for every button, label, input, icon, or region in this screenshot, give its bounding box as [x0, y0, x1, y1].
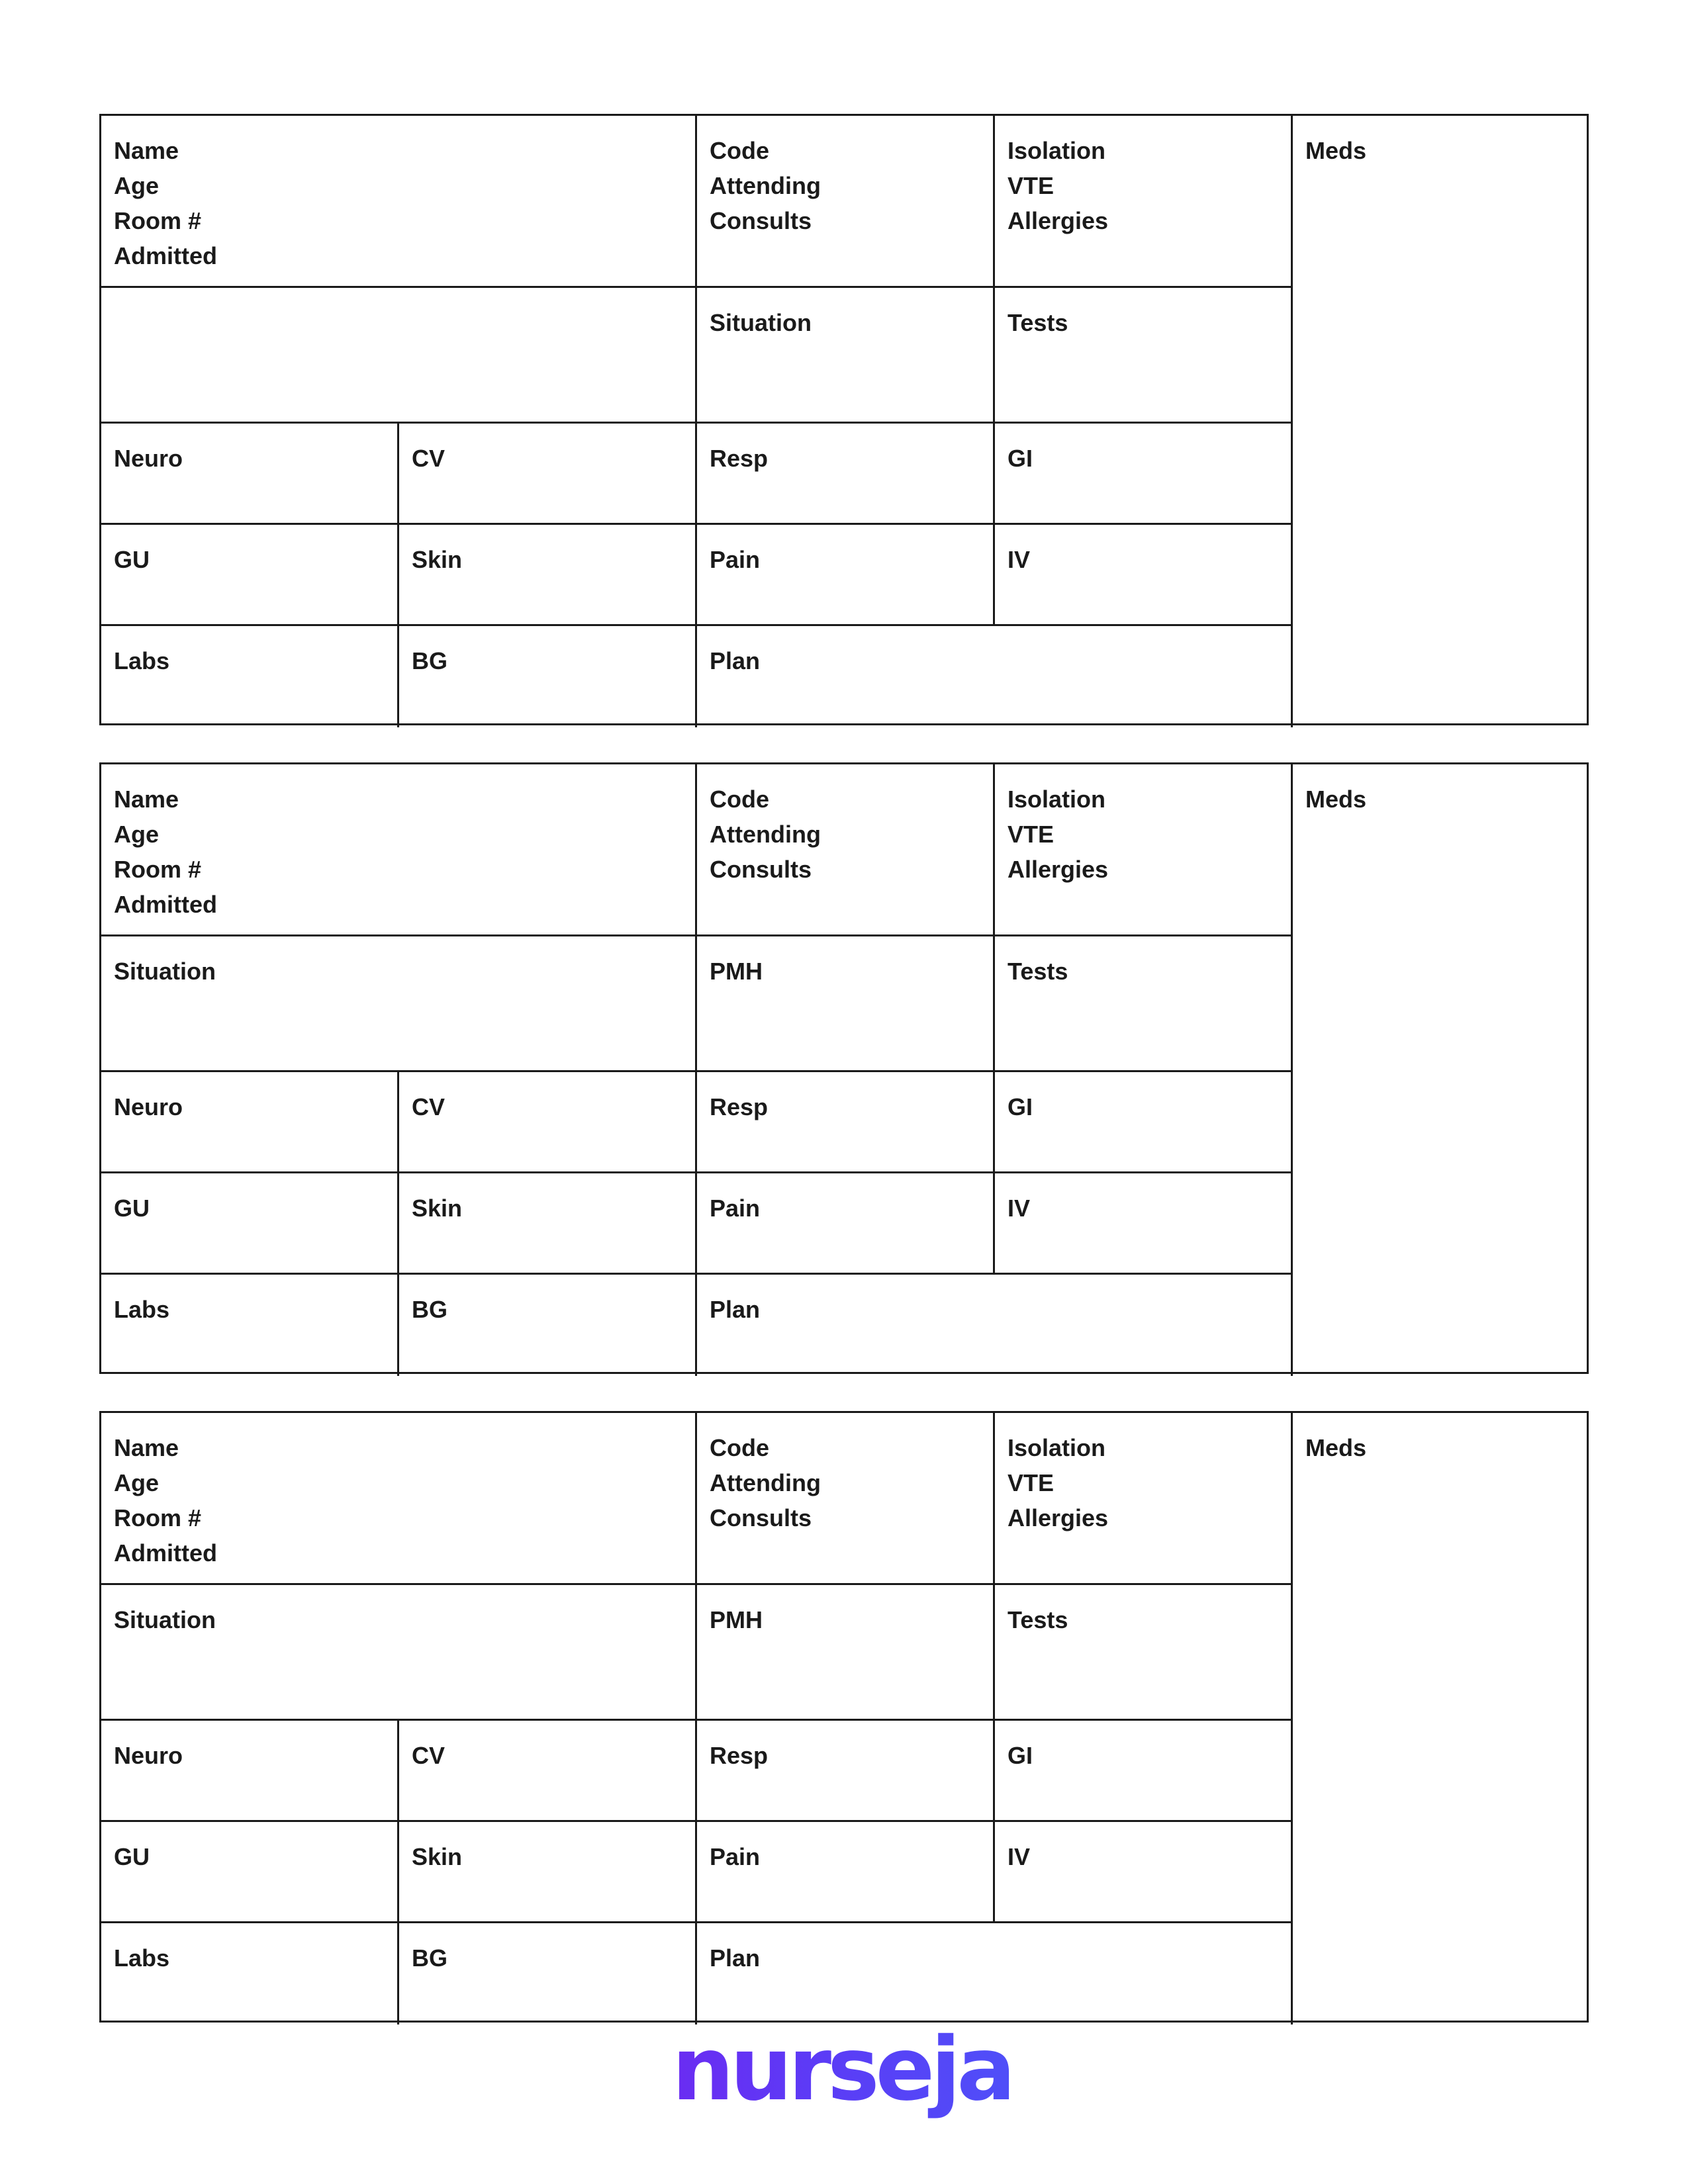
row4-cell — [697, 1822, 995, 1923]
field-label: CV — [412, 1093, 445, 1120]
field-label: Situation — [114, 1606, 216, 1633]
grid-line-vertical — [695, 1413, 697, 2025]
grid-line-vertical — [993, 116, 995, 626]
labs-cell — [101, 626, 399, 727]
field-label: Labs — [114, 1296, 170, 1323]
field-label: Meds — [1305, 786, 1367, 813]
grid-line-vertical — [695, 764, 697, 1376]
row3-cell — [101, 424, 399, 525]
labs-cell — [101, 1275, 399, 1376]
field-label: Admitted — [114, 891, 217, 918]
field-label: Isolation — [1008, 137, 1106, 164]
field-label: IV — [1008, 546, 1031, 573]
row4-cell — [101, 525, 399, 626]
field-label: Situation — [710, 309, 812, 336]
field-label: Tests — [1008, 309, 1068, 336]
field-label: Consults — [710, 856, 812, 883]
row3-cell — [399, 1072, 697, 1173]
row3-cell — [995, 1721, 1293, 1822]
field-label: Plan — [710, 1944, 761, 1972]
row3-cell — [995, 424, 1293, 525]
field-label: IV — [1008, 1195, 1031, 1222]
field-label: Resp — [710, 1093, 769, 1120]
code-info-cell — [697, 764, 995, 936]
field-label: Code — [710, 137, 769, 164]
field-label: VTE — [1008, 172, 1055, 199]
field-label: BG — [412, 647, 447, 674]
row2-cell-right — [995, 936, 1293, 1072]
field-label: Attending — [710, 821, 821, 848]
row3-cell — [697, 424, 995, 525]
field-label: Pain — [710, 1195, 761, 1222]
grid-line-vertical — [397, 1721, 399, 2025]
row4-cell — [399, 1822, 697, 1923]
field-label: CV — [412, 445, 445, 472]
field-label: Age — [114, 1469, 160, 1496]
field-label: Pain — [710, 546, 761, 573]
field-label: Pain — [710, 1843, 761, 1870]
field-label: BG — [412, 1944, 447, 1972]
field-label: PMH — [710, 958, 763, 985]
field-label: Neuro — [114, 1742, 183, 1769]
field-label: PMH — [710, 1606, 763, 1633]
row4-cell — [399, 1173, 697, 1275]
field-label: VTE — [1008, 1469, 1055, 1496]
row2-cell-wide — [101, 936, 697, 1072]
field-label: Plan — [710, 1296, 761, 1323]
grid-line-horizontal — [101, 1070, 1293, 1072]
code-info-cell — [697, 1413, 995, 1585]
row4-cell — [101, 1822, 399, 1923]
field-label: Age — [114, 821, 160, 848]
grid-line-horizontal — [101, 624, 1293, 626]
row2-cell-mid — [697, 288, 995, 424]
field-label: GU — [114, 1195, 150, 1222]
row4-cell — [995, 1822, 1293, 1923]
grid-line-horizontal — [101, 1719, 1293, 1721]
field-label: Admitted — [114, 242, 217, 269]
field-label: Neuro — [114, 445, 183, 472]
row3-cell — [399, 1721, 697, 1822]
field-label: Plan — [710, 647, 761, 674]
field-label: Age — [114, 172, 160, 199]
field-label: Name — [114, 1434, 179, 1461]
field-label: Neuro — [114, 1093, 183, 1120]
field-label: Skin — [412, 1843, 463, 1870]
nursejanx-logo: nursejanx — [672, 2019, 1123, 2120]
row4-cell — [995, 1173, 1293, 1275]
row2-cell-right — [995, 1585, 1293, 1721]
plan-cell — [697, 1923, 1293, 2025]
field-label: Name — [114, 137, 179, 164]
field-label: Meds — [1305, 1434, 1367, 1461]
row3-cell — [995, 1072, 1293, 1173]
field-label: Skin — [412, 546, 463, 573]
grid-line-vertical — [993, 764, 995, 1275]
grid-line-vertical — [1291, 764, 1293, 1376]
field-label: Room # — [114, 207, 202, 234]
meds-cell — [1293, 116, 1591, 727]
row4-cell — [995, 525, 1293, 626]
field-label: Room # — [114, 1504, 202, 1531]
field-label: Name — [114, 786, 179, 813]
field-label: Code — [710, 786, 769, 813]
meds-cell — [1293, 764, 1591, 1376]
field-label: VTE — [1008, 821, 1055, 848]
field-label: GU — [114, 546, 150, 573]
grid-line-horizontal — [101, 934, 1293, 936]
field-label: Isolation — [1008, 786, 1106, 813]
field-label: GI — [1008, 445, 1033, 472]
patient-info-cell — [101, 116, 697, 288]
bg-cell — [399, 1923, 697, 2025]
row3-cell — [697, 1072, 995, 1173]
code-info-cell — [697, 116, 995, 288]
field-label: BG — [412, 1296, 447, 1323]
row3-cell — [697, 1721, 995, 1822]
row3-cell — [101, 1721, 399, 1822]
grid-line-vertical — [993, 1413, 995, 1923]
patient-info-cell — [101, 764, 697, 936]
row3-cell — [101, 1072, 399, 1173]
grid-line-horizontal — [101, 1273, 1293, 1275]
field-label: Skin — [412, 1195, 463, 1222]
field-label: Allergies — [1008, 856, 1109, 883]
grid-line-vertical — [1291, 1413, 1293, 2025]
grid-line-horizontal — [101, 286, 1293, 288]
grid-line-vertical — [397, 1072, 399, 1376]
isolation-info-cell — [995, 116, 1293, 288]
grid-line-horizontal — [101, 1921, 1293, 1923]
grid-line-horizontal — [101, 1820, 1293, 1822]
field-label: Room # — [114, 856, 202, 883]
field-label: Consults — [710, 1504, 812, 1531]
patient-report-sheet — [99, 762, 1589, 1374]
field-label: Resp — [710, 445, 769, 472]
grid-line-horizontal — [101, 1171, 1293, 1173]
row4-cell — [697, 1173, 995, 1275]
field-label: Consults — [710, 207, 812, 234]
field-label: Allergies — [1008, 1504, 1109, 1531]
grid-line-horizontal — [101, 1583, 1293, 1585]
field-label: GI — [1008, 1742, 1033, 1769]
bg-cell — [399, 1275, 697, 1376]
field-label: GI — [1008, 1093, 1033, 1120]
field-label: Admitted — [114, 1539, 217, 1567]
field-label: Allergies — [1008, 207, 1109, 234]
isolation-info-cell — [995, 764, 1293, 936]
row2-cell-wide — [101, 1585, 697, 1721]
row2-cell-mid — [697, 1585, 995, 1721]
grid-line-vertical — [1291, 116, 1293, 727]
field-label: Tests — [1008, 958, 1068, 985]
field-label: Labs — [114, 1944, 170, 1972]
grid-line-horizontal — [101, 523, 1293, 525]
field-label: Resp — [710, 1742, 769, 1769]
grid-line-horizontal — [101, 422, 1293, 424]
field-label: Isolation — [1008, 1434, 1106, 1461]
field-label: Attending — [710, 1469, 821, 1496]
field-label: Attending — [710, 172, 821, 199]
meds-cell — [1293, 1413, 1591, 2025]
row4-cell — [101, 1173, 399, 1275]
field-label: IV — [1008, 1843, 1031, 1870]
row3-cell — [399, 424, 697, 525]
field-label: Tests — [1008, 1606, 1068, 1633]
field-label: Code — [710, 1434, 769, 1461]
isolation-info-cell — [995, 1413, 1293, 1585]
row2-cell-right — [995, 288, 1293, 424]
bg-cell — [399, 626, 697, 727]
row4-cell — [399, 525, 697, 626]
field-label: GU — [114, 1843, 150, 1870]
plan-cell — [697, 626, 1293, 727]
grid-line-vertical — [695, 116, 697, 727]
field-label: Situation — [114, 958, 216, 985]
plan-cell — [697, 1275, 1293, 1376]
field-label: Meds — [1305, 137, 1367, 164]
row4-cell — [697, 525, 995, 626]
field-label: CV — [412, 1742, 445, 1769]
patient-info-cell — [101, 1413, 697, 1585]
patient-report-sheet — [99, 114, 1589, 725]
patient-report-sheet — [99, 1411, 1589, 2023]
row2-cell-wide — [101, 288, 697, 424]
labs-cell — [101, 1923, 399, 2025]
field-label: Labs — [114, 647, 170, 674]
grid-line-vertical — [397, 424, 399, 727]
row2-cell-mid — [697, 936, 995, 1072]
